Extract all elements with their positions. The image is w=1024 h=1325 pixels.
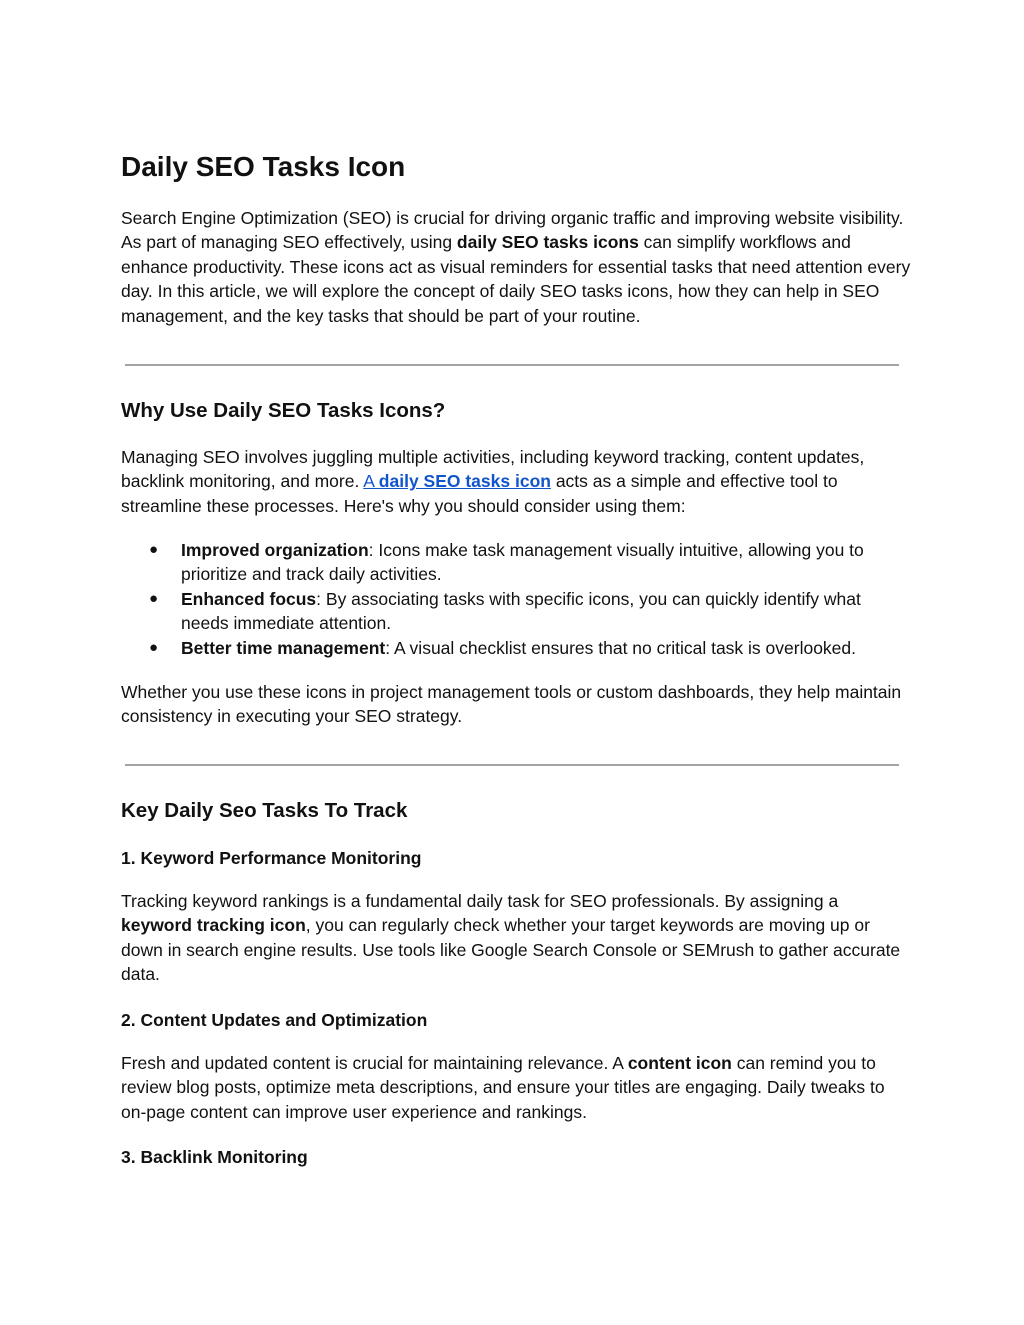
link-prefix: A bbox=[363, 471, 379, 492]
list-item-title: Enhanced focus bbox=[181, 588, 317, 609]
list-item bbox=[121, 587, 911, 636]
why-text-end: acts as a simple and effective tool to streamline these processes. Here's why you should consider using them: bbox=[121, 471, 838, 516]
intro-paragraph bbox=[121, 206, 911, 328]
list-item bbox=[121, 636, 911, 660]
why-closing-paragraph: Whether you use these icons in project management tools or custom dashboards, they help maintain consistency in executing your SEO strategy. bbox=[121, 682, 902, 727]
task2-bold-phrase: content icon bbox=[627, 1053, 732, 1073]
task2-text-end: can remind you to review blog posts, optimize meta descriptions, and ensure your titles are engaging. Daily tweaks to on-page content can improve user experience and rankings. bbox=[121, 1053, 885, 1122]
list-item-text: : A visual checklist ensures that no critical task is overlooked. bbox=[385, 637, 857, 658]
list-item bbox=[121, 538, 911, 587]
link-bold-text: daily SEO tasks icon bbox=[378, 471, 551, 492]
daily-seo-tasks-icon-link[interactable] bbox=[363, 471, 551, 491]
list-item-title: Improved organization bbox=[181, 540, 369, 560]
why-heading: Why Use Daily SEO Tasks Icons? bbox=[121, 399, 446, 422]
page-title: Daily SEO Tasks Icon bbox=[121, 151, 406, 182]
why-paragraph bbox=[121, 445, 911, 518]
task1-text-start: Tracking keyword rankings is a fundamental daily task for SEO professionals. By assigning a bbox=[121, 891, 839, 911]
bullet-icon: ● bbox=[149, 541, 159, 558]
list-item-text: : Icons make task management visually intuitive, allowing you to prioritize and track daily activities. bbox=[181, 540, 864, 585]
task2-heading: 2. Content Updates and Optimization bbox=[121, 1010, 428, 1030]
task1-paragraph bbox=[121, 889, 911, 987]
key-tasks-heading: Key Daily Seo Tasks To Track bbox=[121, 799, 408, 822]
task1-bold-phrase: keyword tracking icon bbox=[121, 915, 306, 936]
task2-text-start: Fresh and updated content is crucial for maintaining relevance. A bbox=[121, 1053, 628, 1073]
list-item-text: : By associating tasks with specific icons, you can quickly identify what needs immediate attention. bbox=[181, 588, 861, 634]
bullet-icon: ● bbox=[149, 638, 159, 656]
task3-heading: 3. Backlink Monitoring bbox=[121, 1147, 308, 1167]
intro-text-start: Search Engine Optimization (SEO) is crucial for driving organic traffic and improving website visibility. As part of managing SEO effectively, using bbox=[121, 208, 904, 253]
intro-text-end: can simplify workflows and enhance productivity. These icons act as visual reminders for essential tasks that need attention every day. In this article, we will explore the concept of daily SEO tasks icons, how they can help in SEO management, and the key tasks that should be part of your routine. bbox=[121, 232, 911, 326]
task1-heading: 1. Keyword Performance Monitoring bbox=[121, 848, 422, 868]
bullet-icon: ● bbox=[149, 589, 159, 607]
section-divider bbox=[125, 764, 899, 766]
section-divider bbox=[125, 364, 899, 366]
benefits-list bbox=[121, 538, 911, 660]
task2-paragraph bbox=[121, 1051, 911, 1124]
why-text-start: Managing SEO involves juggling multiple activities, including keyword tracking, content updates, backlink monitoring, and more. bbox=[121, 447, 865, 492]
intro-bold-phrase: daily SEO tasks icons bbox=[456, 232, 639, 253]
task1-text-end: , you can regularly check whether your target keywords are moving up or down in search engine results. Use tools like Google Search Console or SEMrush to gather accurate data. bbox=[121, 915, 901, 985]
list-item-title: Better time management bbox=[181, 637, 386, 658]
